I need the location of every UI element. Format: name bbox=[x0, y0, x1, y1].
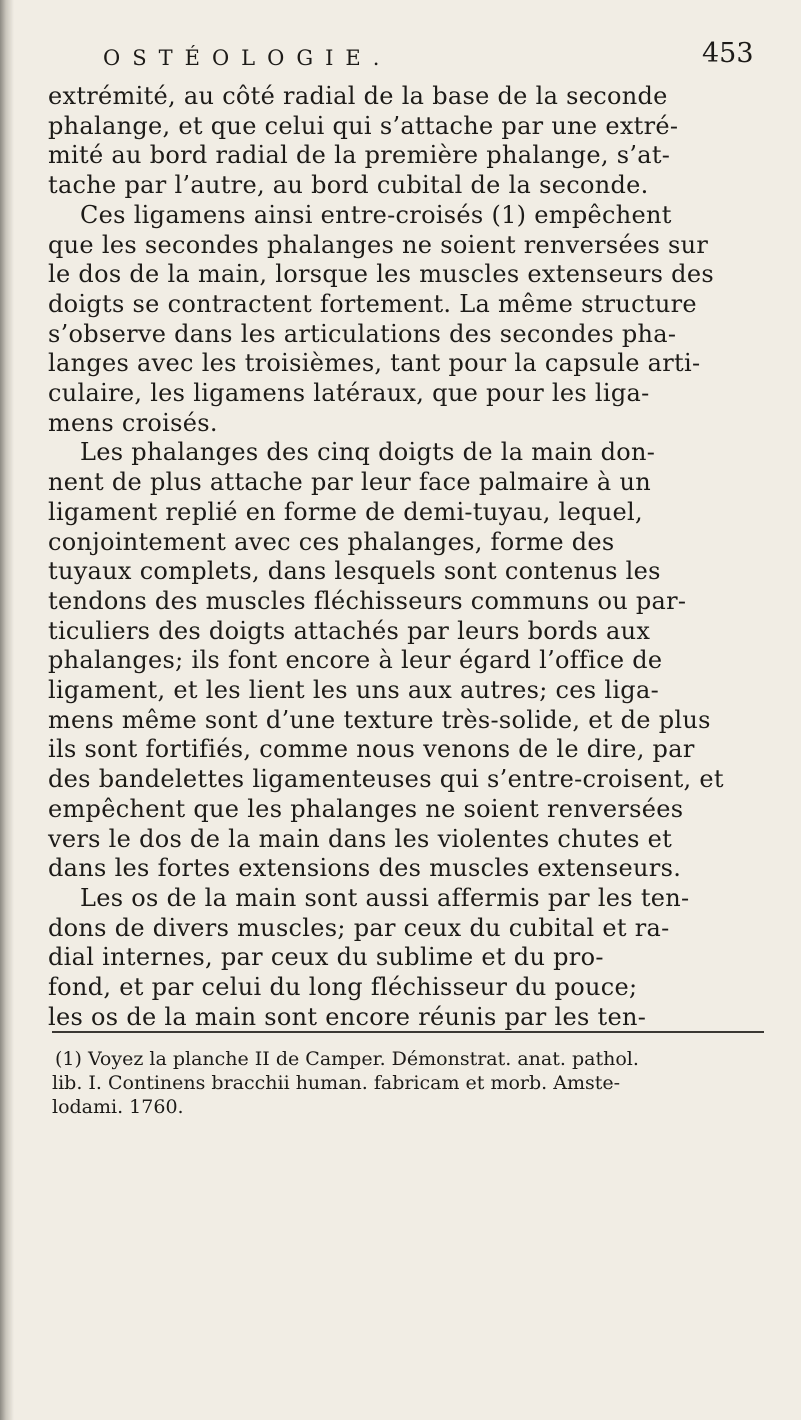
text-line: ligament replié en forme de demi-tuyau, lequel, bbox=[48, 497, 643, 526]
text-line: phalanges; ils font encore à leur égard l’office de bbox=[48, 646, 663, 675]
text-line: dial internes, par ceux du sublime et du pro- bbox=[48, 943, 604, 972]
text-line: Les phalanges des cinq doigts de la main don- bbox=[80, 438, 656, 467]
text-line: nent de plus attache par leur face palmaire à un bbox=[48, 468, 651, 497]
text-line: ticuliers des doigts attachés par leurs bords aux bbox=[48, 616, 651, 645]
text-line: langes avec les troisièmes, tant pour la capsule arti- bbox=[48, 349, 701, 378]
text-line: des bandelettes ligamenteuses qui s’entre-croisent, et bbox=[48, 765, 724, 794]
text-line: tache par l’autre, au bord cubital de la seconde. bbox=[48, 171, 649, 200]
page-edge-shadow bbox=[0, 0, 14, 1420]
text-line: Les os de la main sont aussi affermis par les ten- bbox=[80, 883, 690, 912]
footnote bbox=[52, 1047, 772, 1119]
footnote-line: (1) Voyez la planche II de Camper. Démonstrat. anat. pathol. bbox=[55, 1048, 639, 1070]
text-line: que les secondes phalanges ne soient renversées sur bbox=[48, 230, 709, 259]
text-line: s’observe dans les articulations des secondes pha- bbox=[48, 319, 677, 348]
text-line: fond, et par celui du long fléchisseur du pouce; bbox=[48, 973, 638, 1002]
text-line: phalange, et que celui qui s’attache par une extré- bbox=[48, 111, 679, 140]
page-number: 453 bbox=[702, 38, 754, 69]
text-line: le dos de la main, lorsque les muscles extenseurs des bbox=[48, 260, 714, 289]
footnote-divider bbox=[52, 1031, 764, 1033]
text-line: extrémité, au côté radial de la base de la seconde bbox=[48, 82, 668, 110]
text-line: les os de la main sont encore réunis par les ten- bbox=[48, 1002, 647, 1031]
text-line: mité au bord radial de la première phalange, s’at- bbox=[48, 141, 671, 170]
page-header bbox=[0, 38, 801, 82]
text-line: tuyaux complets, dans lesquels sont contenus les bbox=[48, 557, 661, 586]
text-line: tendons des muscles fléchisseurs communs ou par- bbox=[48, 586, 687, 615]
running-head: OSTÉOLOGIE. bbox=[103, 46, 392, 70]
text-line: ligament, et les lient les uns aux autres; ces liga- bbox=[48, 676, 659, 705]
text-line: mens même sont d’une texture très-solide, et de plus bbox=[48, 705, 711, 734]
text-line: ils sont fortifiés, comme nous venons de le dire, par bbox=[48, 735, 695, 764]
footnote-line: lib. I. Continens bracchii human. fabricam et morb. Amste- bbox=[52, 1072, 621, 1094]
text-line: dons de divers muscles; par ceux du cubital et ra- bbox=[48, 913, 670, 942]
footnote-line: lodami. 1760. bbox=[52, 1096, 184, 1118]
text-line: conjointement avec ces phalanges, forme des bbox=[48, 527, 615, 556]
body-text bbox=[48, 82, 768, 1033]
text-line: culaire, les ligamens latéraux, que pour les liga- bbox=[48, 379, 650, 408]
text-line: empêchent que les phalanges ne soient renversées bbox=[48, 794, 684, 823]
text-line: mens croisés. bbox=[48, 408, 218, 437]
text-line: Ces ligamens ainsi entre-croisés (1) empêchent bbox=[80, 200, 672, 229]
text-line: vers le dos de la main dans les violentes chutes et bbox=[48, 824, 673, 853]
text-line: doigts se contractent fortement. La même structure bbox=[48, 289, 697, 318]
text-line: dans les fortes extensions des muscles extenseurs. bbox=[48, 854, 682, 883]
